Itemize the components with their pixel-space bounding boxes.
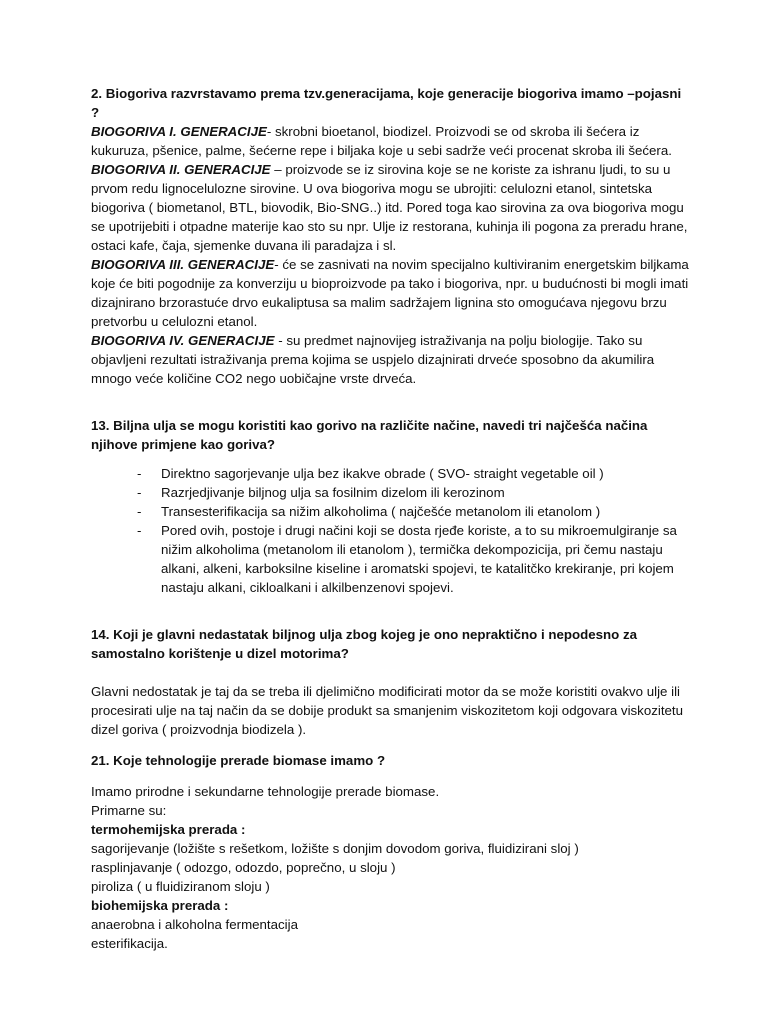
- document-page: [91, 84, 691, 953]
- spacer: [91, 597, 691, 625]
- list-item: esterifikacija.: [91, 936, 168, 951]
- list-item: anaerobna i alkoholna fermentacija: [91, 917, 298, 932]
- generation-2-label: BIOGORIVA II. GENERACIJE: [91, 162, 271, 177]
- answer-21-intro: Imamo prirodne i sekundarne tehnologije prerade biomase.: [91, 784, 440, 799]
- list-item: piroliza ( u fluidiziranom sloju ): [91, 879, 270, 894]
- list-item: - Razrjedjivanje biljnog ulja sa fosilnim dizelom ili kerozinom: [91, 483, 691, 502]
- bio-label: biohemijska prerada :: [91, 898, 229, 913]
- generation-2-text: – proizvode se iz sirovina koje se ne koriste za ishranu ljudi, to su u prvom redu lignocelulozne sirovine. U ova biogoriva mogu se ubrojiti: celulozni etanol, sintetska biogoriva ( biometanol, BTL, biovodik, Bio-SNG..) itd. Pored toga kao sirovina za ova biogoriva mogu se upotrijebiti i otpadne materije kao sto su npr. Ulje iz restorana, kuhinja ili pogona za preradu hrane, ostaci kafe, čaja, sjemenke duvana ili paradajza i sl.: [91, 162, 688, 253]
- answer-14: Glavni nedostatak je taj da se treba ili djelimično modificirati motor da se može koristiti ovakvo ulje ili procesirati ulje na taj način da se dobije produkt sa smanjenim viskozitetom koji odgovara viskozitetu dizel goriva ( proizvodnja biodizela ).: [91, 684, 684, 737]
- primarne-label: Primarne su:: [91, 803, 167, 818]
- generation-4-label: BIOGORIVA IV. GENERACIJE: [91, 333, 275, 348]
- spacer: [91, 388, 691, 416]
- oil-usage-list: [91, 464, 691, 597]
- spacer: [91, 739, 691, 751]
- generation-1-text: - skrobni bioetanol, biodizel. Proizvodi se od skroba ili šećera iz kukuruza, pšenice, palme, šećerne repe i biljaka koje u sebi sadrže veći procenat skroba ili šećera.: [91, 124, 672, 158]
- question-21: 21. Koje tehnologije prerade biomase imamo ?: [91, 753, 386, 768]
- spacer: [91, 663, 691, 682]
- spacer: [91, 770, 691, 782]
- list-item: - Direktno sagorjevanje ulja bez ikakve obrade ( SVO- straight vegetable oil ): [91, 464, 691, 483]
- generation-4-text: - su predmet najnovijeg istraživanja na polju biologije. Tako su objavljeni rezultati istraživanja prema kojima se uspjelo dizajnirati drveće sposobno da akumilira mnogo veće količine CO2 nego uobičajne vrste drveća.: [91, 333, 655, 386]
- question-14: 14. Koji je glavni nedastatak biljnog ulja zbog kojeg je ono nepraktično i nepodesno za samostalno korištenje u dizel motorima?: [91, 627, 638, 661]
- question-2: 2. Biogoriva razvrstavamo prema tzv.generacijama, koje generacije biogoriva imamo –pojasni ?: [91, 86, 682, 120]
- list-item: - Transesterifikacija sa nižim alkoholima ( najčešće metanolom ili etanolom ): [91, 502, 691, 521]
- generation-1-label: BIOGORIVA I. GENERACIJE: [91, 124, 267, 139]
- generation-3-paragraph: [91, 255, 691, 331]
- question-13: 13. Biljna ulja se mogu koristiti kao gorivo na različite načine, navedi tri najčešća načina njihove primjene kao goriva?: [91, 418, 648, 452]
- generation-2-paragraph: [91, 160, 691, 255]
- generation-4-paragraph: [91, 331, 691, 388]
- generation-1-paragraph: [91, 122, 691, 160]
- termo-label: termohemijska prerada :: [91, 822, 246, 837]
- generation-3-text: - će se zasnivati na novim specijalno kultiviranim energetskim biljkama koje će biti pogodnije za konverziju u bioproizvode pa tako i biogoriva, npr. u budućnosti bi mogli imati dizajnirano brzorastuće drvo eukaliptusa sa malim sadržajem lignina sto omogućava njegovu brzu pretvorbu u celulozni etanol.: [91, 257, 689, 329]
- list-item: - Pored ovih, postoje i drugi načini koji se dosta rjeđe koriste, a to su mikroemulgiranje sa nižim alkoholima (metanolom ili etanolom ), termička dekompozicija, pri čemu nastaju alkani, alkeni, karboksilne kiseline i aromatski spojevi, te katalitčko krekiranje, pri kojem nastaju alkani, cikloalkani i alkilbenzenovi spojevi.: [91, 521, 691, 597]
- generation-3-label: BIOGORIVA III. GENERACIJE: [91, 257, 275, 272]
- list-item: rasplinjavanje ( odozgo, odozdo, poprečno, u sloju ): [91, 860, 396, 875]
- list-item: sagorijevanje (ložište s rešetkom, ložište s donjim dovodom goriva, fluidizirani sloj ): [91, 841, 579, 856]
